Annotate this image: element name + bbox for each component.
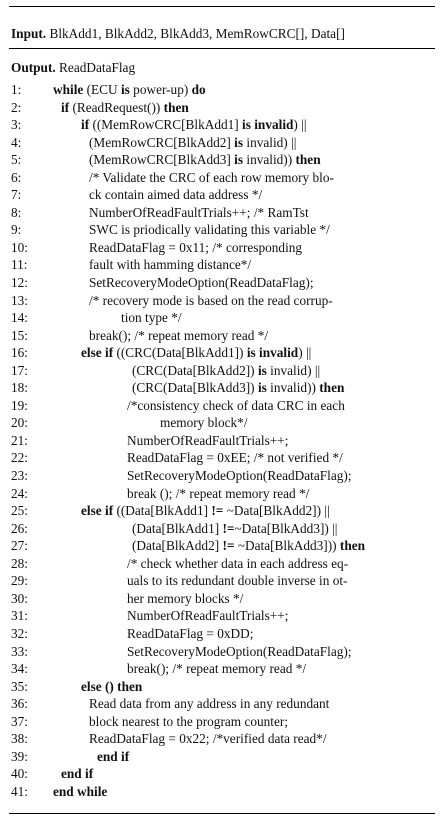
code-line bbox=[9, 327, 435, 345]
keyword: != bbox=[211, 503, 224, 519]
line-code bbox=[89, 134, 296, 152]
keyword: is invalid bbox=[242, 117, 294, 133]
line-code bbox=[160, 414, 248, 432]
line-code bbox=[127, 572, 347, 590]
keyword: else if bbox=[81, 503, 114, 519]
code-text: SetRecoveryModeOption(ReadDataFlag); bbox=[127, 468, 352, 484]
keyword: is bbox=[257, 380, 267, 396]
code-text: fault with hamming distance*/ bbox=[89, 257, 252, 273]
line-number: 24: bbox=[11, 485, 28, 501]
code-text: invalid) || bbox=[243, 134, 297, 150]
line-code bbox=[132, 362, 320, 380]
code-text: SetRecoveryModeOption(ReadDataFlag); bbox=[89, 275, 314, 291]
keyword: != bbox=[222, 520, 235, 536]
code-line bbox=[9, 695, 435, 713]
code-line bbox=[9, 537, 435, 555]
code-text: ReadDataFlag = 0x22; /*verified data read*/ bbox=[89, 731, 327, 747]
code-line bbox=[9, 221, 435, 239]
code-line bbox=[9, 485, 435, 503]
code-line bbox=[9, 572, 435, 590]
code-line bbox=[9, 134, 435, 152]
code-text: break (); /* repeat memory read */ bbox=[127, 485, 310, 501]
keyword: if bbox=[81, 117, 90, 133]
line-code bbox=[127, 397, 345, 415]
code-text: invalid)) bbox=[266, 380, 320, 396]
line-number: 21: bbox=[11, 432, 28, 448]
code-line bbox=[9, 432, 435, 450]
keyword: != bbox=[222, 538, 235, 554]
input-value: BlkAdd1, BlkAdd2, BlkAdd3, MemRowCRC[], Data[] bbox=[49, 26, 345, 41]
line-number: 18: bbox=[11, 380, 28, 396]
line-number: 36: bbox=[11, 696, 28, 712]
code-text: SetRecoveryModeOption(ReadDataFlag); bbox=[127, 643, 352, 659]
code-line bbox=[9, 748, 435, 766]
line-number: 22: bbox=[11, 450, 28, 466]
line-number: 40: bbox=[11, 766, 28, 782]
line-code bbox=[132, 520, 337, 538]
algorithm-lines bbox=[9, 81, 435, 800]
code-line bbox=[9, 204, 435, 222]
line-number: 37: bbox=[11, 713, 28, 729]
line-number: 3: bbox=[11, 117, 22, 133]
line-code bbox=[81, 678, 142, 696]
keyword: end while bbox=[53, 783, 108, 799]
keyword: is bbox=[257, 362, 267, 378]
code-line bbox=[9, 520, 435, 538]
code-text: block nearest to the program counter; bbox=[89, 713, 289, 729]
code-line bbox=[9, 713, 435, 731]
line-code bbox=[81, 502, 330, 520]
line-number: 12: bbox=[11, 275, 28, 291]
line-code bbox=[61, 99, 189, 117]
line-code bbox=[89, 256, 251, 274]
code-text: ((CRC(Data[BlkAdd1]) bbox=[113, 345, 247, 361]
code-text: NumberOfReadFaultTrials++; bbox=[127, 432, 289, 448]
code-text: ReadDataFlag = 0x11; /* corresponding bbox=[89, 239, 303, 255]
code-text: (ReadRequest()) bbox=[69, 99, 164, 115]
line-number: 5: bbox=[11, 152, 22, 168]
line-code bbox=[97, 748, 129, 766]
keyword: else if bbox=[81, 345, 114, 361]
output-label: Output. bbox=[11, 60, 56, 75]
line-code bbox=[127, 432, 289, 450]
line-number: 7: bbox=[11, 187, 22, 203]
keyword: end if bbox=[97, 748, 130, 764]
code-text: uals to its redundant double inverse in ot- bbox=[127, 573, 348, 589]
code-text: NumberOfReadFaultTrials++; /* RamTst bbox=[89, 204, 309, 220]
line-code bbox=[89, 204, 309, 222]
line-number: 2: bbox=[11, 99, 22, 115]
code-text: /* recovery mode is based on the read corrup- bbox=[89, 292, 333, 308]
line-number: 39: bbox=[11, 748, 28, 764]
code-text: ((Data[BlkAdd1] bbox=[113, 503, 212, 519]
code-line bbox=[9, 607, 435, 625]
code-text: (CRC(Data[BlkAdd2]) bbox=[132, 362, 258, 378]
code-line bbox=[9, 660, 435, 678]
line-code bbox=[89, 327, 268, 345]
line-code bbox=[127, 449, 343, 467]
code-line bbox=[9, 362, 435, 380]
line-code bbox=[89, 695, 329, 713]
line-number: 35: bbox=[11, 678, 28, 694]
line-code bbox=[89, 274, 314, 292]
line-code bbox=[89, 292, 333, 310]
line-code bbox=[127, 660, 306, 678]
code-text: ~Data[BlkAdd3])) bbox=[234, 538, 340, 554]
code-text: memory block*/ bbox=[160, 415, 248, 431]
line-number: 38: bbox=[11, 731, 28, 747]
line-code bbox=[89, 186, 262, 204]
line-code bbox=[89, 151, 321, 169]
line-number: 14: bbox=[11, 310, 28, 326]
line-number: 26: bbox=[11, 520, 28, 536]
line-number: 8: bbox=[11, 204, 22, 220]
keyword: if bbox=[61, 99, 70, 115]
code-text: (MemRowCRC[BlkAdd3] bbox=[89, 152, 235, 168]
keyword: is bbox=[234, 152, 244, 168]
code-text: Read data from any address in any redundant bbox=[89, 696, 330, 712]
line-code bbox=[127, 607, 289, 625]
code-line bbox=[9, 783, 435, 801]
code-line bbox=[9, 379, 435, 397]
line-number: 30: bbox=[11, 590, 28, 606]
code-text: ~Data[BlkAdd2]) || bbox=[223, 503, 330, 519]
line-number: 15: bbox=[11, 327, 28, 343]
line-code bbox=[127, 643, 352, 661]
output-line bbox=[11, 59, 135, 76]
line-number: 1: bbox=[11, 82, 22, 97]
keyword: while bbox=[53, 82, 84, 97]
code-line bbox=[9, 309, 435, 327]
code-text: ReadDataFlag = 0xEE; /* not verified */ bbox=[127, 450, 343, 466]
code-text: her memory blocks */ bbox=[127, 590, 244, 606]
code-text: power-up) bbox=[129, 82, 192, 97]
code-text: ) || bbox=[298, 345, 312, 361]
line-number: 11: bbox=[11, 257, 28, 273]
input-label: Input. bbox=[11, 26, 47, 41]
code-text: break(); /* repeat memory read */ bbox=[89, 327, 269, 343]
line-code bbox=[127, 625, 253, 643]
keyword: then bbox=[163, 99, 189, 115]
line-number: 13: bbox=[11, 292, 28, 308]
code-line bbox=[9, 239, 435, 257]
code-line bbox=[9, 590, 435, 608]
code-text: (MemRowCRC[BlkAdd2] bbox=[89, 134, 235, 150]
code-line bbox=[9, 81, 435, 99]
code-line bbox=[9, 678, 435, 696]
line-number: 6: bbox=[11, 169, 22, 185]
code-text: /* check whether data in each address eq- bbox=[127, 555, 349, 571]
code-text: (Data[BlkAdd2] bbox=[132, 538, 223, 554]
keyword: is invalid bbox=[246, 345, 299, 361]
line-code bbox=[89, 713, 288, 731]
code-text: /* Validate the CRC of each row memory blo- bbox=[89, 169, 334, 185]
algorithm-box bbox=[9, 6, 435, 814]
code-line bbox=[9, 344, 435, 362]
line-number: 28: bbox=[11, 555, 28, 571]
line-number: 31: bbox=[11, 608, 28, 624]
line-number: 10: bbox=[11, 239, 28, 255]
keyword: then bbox=[295, 152, 321, 168]
code-text: NumberOfReadFaultTrials++; bbox=[127, 608, 289, 624]
code-line bbox=[9, 397, 435, 415]
line-number: 34: bbox=[11, 661, 28, 677]
output-value: ReadDataFlag bbox=[59, 60, 136, 75]
keyword: else () then bbox=[81, 678, 143, 694]
code-line bbox=[9, 625, 435, 643]
keyword: is bbox=[120, 82, 130, 97]
code-line bbox=[9, 169, 435, 187]
keyword: do bbox=[191, 82, 206, 97]
line-code bbox=[81, 344, 311, 362]
code-line bbox=[9, 449, 435, 467]
line-number: 20: bbox=[11, 415, 28, 431]
code-line bbox=[9, 256, 435, 274]
code-text: break(); /* repeat memory read */ bbox=[127, 661, 307, 677]
keyword: end if bbox=[61, 766, 94, 782]
code-line bbox=[9, 502, 435, 520]
line-code bbox=[89, 169, 334, 187]
line-code bbox=[89, 730, 327, 748]
line-number: 17: bbox=[11, 362, 28, 378]
line-code bbox=[53, 81, 206, 99]
line-number: 4: bbox=[11, 134, 22, 150]
line-code bbox=[127, 555, 348, 573]
keyword: is bbox=[234, 134, 244, 150]
code-line bbox=[9, 116, 435, 134]
code-line bbox=[9, 274, 435, 292]
line-code bbox=[132, 537, 365, 555]
line-code bbox=[61, 765, 93, 783]
line-code bbox=[53, 783, 107, 801]
header-divider bbox=[9, 48, 435, 49]
code-text: ck contain aimed data address */ bbox=[89, 187, 263, 203]
input-line bbox=[11, 25, 345, 42]
line-code bbox=[127, 467, 352, 485]
code-text: (CRC(Data[BlkAdd3]) bbox=[132, 380, 258, 396]
code-text: ) || bbox=[293, 117, 307, 133]
code-text: (ECU bbox=[83, 82, 121, 97]
line-number: 16: bbox=[11, 345, 28, 361]
code-text: ReadDataFlag = 0xDD; bbox=[127, 625, 254, 641]
line-number: 19: bbox=[11, 397, 28, 413]
line-code bbox=[81, 116, 307, 134]
code-text: invalid) || bbox=[266, 362, 321, 378]
line-number: 41: bbox=[11, 783, 28, 799]
line-code bbox=[121, 309, 182, 327]
line-number: 29: bbox=[11, 573, 28, 589]
line-code bbox=[89, 239, 302, 257]
line-number: 33: bbox=[11, 643, 28, 659]
code-line bbox=[9, 555, 435, 573]
keyword: then bbox=[339, 538, 366, 554]
code-line bbox=[9, 730, 435, 748]
code-line bbox=[9, 186, 435, 204]
line-code bbox=[132, 379, 344, 397]
code-text: ~Data[BlkAdd3]) || bbox=[234, 520, 338, 536]
code-text: (Data[BlkAdd1] bbox=[132, 520, 223, 536]
code-text: /*consistency check of data CRC in each bbox=[127, 397, 345, 413]
line-number: 23: bbox=[11, 468, 28, 484]
code-text: ((MemRowCRC[BlkAdd1] bbox=[89, 117, 243, 133]
line-code bbox=[89, 221, 330, 239]
code-text: SWC is priodically validating this variable */ bbox=[89, 222, 330, 238]
line-number: 32: bbox=[11, 625, 28, 641]
code-text: invalid)) bbox=[243, 152, 296, 168]
code-line bbox=[9, 765, 435, 783]
code-line bbox=[9, 643, 435, 661]
code-line bbox=[9, 414, 435, 432]
line-code bbox=[127, 485, 309, 503]
line-number: 27: bbox=[11, 538, 28, 554]
line-number: 9: bbox=[11, 222, 22, 238]
code-line bbox=[9, 467, 435, 485]
code-line bbox=[9, 292, 435, 310]
code-text: tion type */ bbox=[121, 310, 182, 326]
keyword: then bbox=[319, 380, 345, 396]
code-line bbox=[9, 99, 435, 117]
code-line bbox=[9, 151, 435, 169]
line-code bbox=[127, 590, 243, 608]
line-number: 25: bbox=[11, 503, 28, 519]
